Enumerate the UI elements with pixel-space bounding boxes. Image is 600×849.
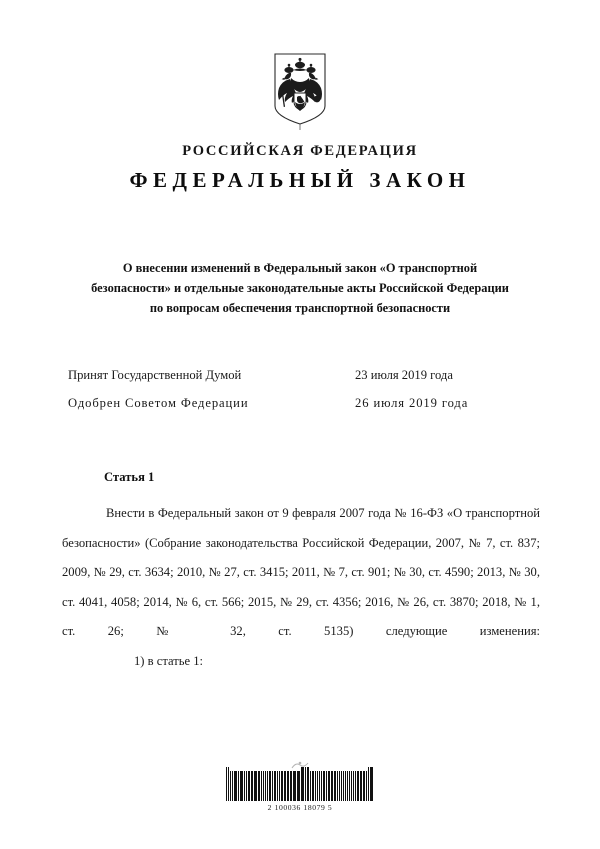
adoption-row-federation-council — [68, 396, 538, 411]
barcode-container — [0, 760, 600, 812]
document-body — [62, 499, 540, 676]
article-heading: Статья 1 — [104, 470, 155, 484]
russian-coat-of-arms-icon — [267, 52, 333, 130]
adoption-label-federation-council: Одобрен Советом Федерации — [68, 396, 249, 410]
barcode-digits: 2 100036 18079 5 — [267, 803, 333, 812]
adoption-row-duma — [68, 368, 538, 383]
country-heading: РОССИЙСКАЯ ФЕДЕРАЦИЯ — [182, 143, 418, 159]
law-type-heading: ФЕДЕРАЛЬНЫЙ ЗАКОН — [129, 168, 471, 192]
body-paragraph-item-1: 1) в статье 1: — [134, 653, 204, 668]
barcode-bars — [226, 771, 374, 801]
adoption-label-duma: Принят Государственной Думой — [68, 368, 242, 382]
document-subject-title: О внесении изменений в Федеральный закон «О транспортной безопасности» и отдельные законодательные акты Российской Федерации по вопросам обеспечения транспортной безопасности — [91, 261, 509, 315]
adoption-date-federation-council: 26 июля 2019 года — [355, 396, 469, 410]
barcode-small-mark-icon — [289, 760, 311, 770]
emblem-container — [0, 52, 600, 130]
adoption-date-duma: 23 июля 2019 года — [355, 368, 453, 382]
body-paragraph-amendment-intro: Внести в Федеральный закон от 9 февраля 2007 года № 16-ФЗ «О транспортной безопасности» (Собрание законодательства Российской Федерации, 2007, № 7, ст. 837; 2009, № 29, ст. 3634; 2010, № 27, ст. 3415; 2011, № 7, ст. 901; № 30, ст. 4590; 2013, № 30, ст. 4041, 4058; 2014, № 6, ст. 566; 2015, № 29, ст. 4356; 2016, № 26, ст. 3870; 2018, № 1, ст. 26; № 32, ст. 5135) следующие изменения: — [62, 506, 540, 638]
